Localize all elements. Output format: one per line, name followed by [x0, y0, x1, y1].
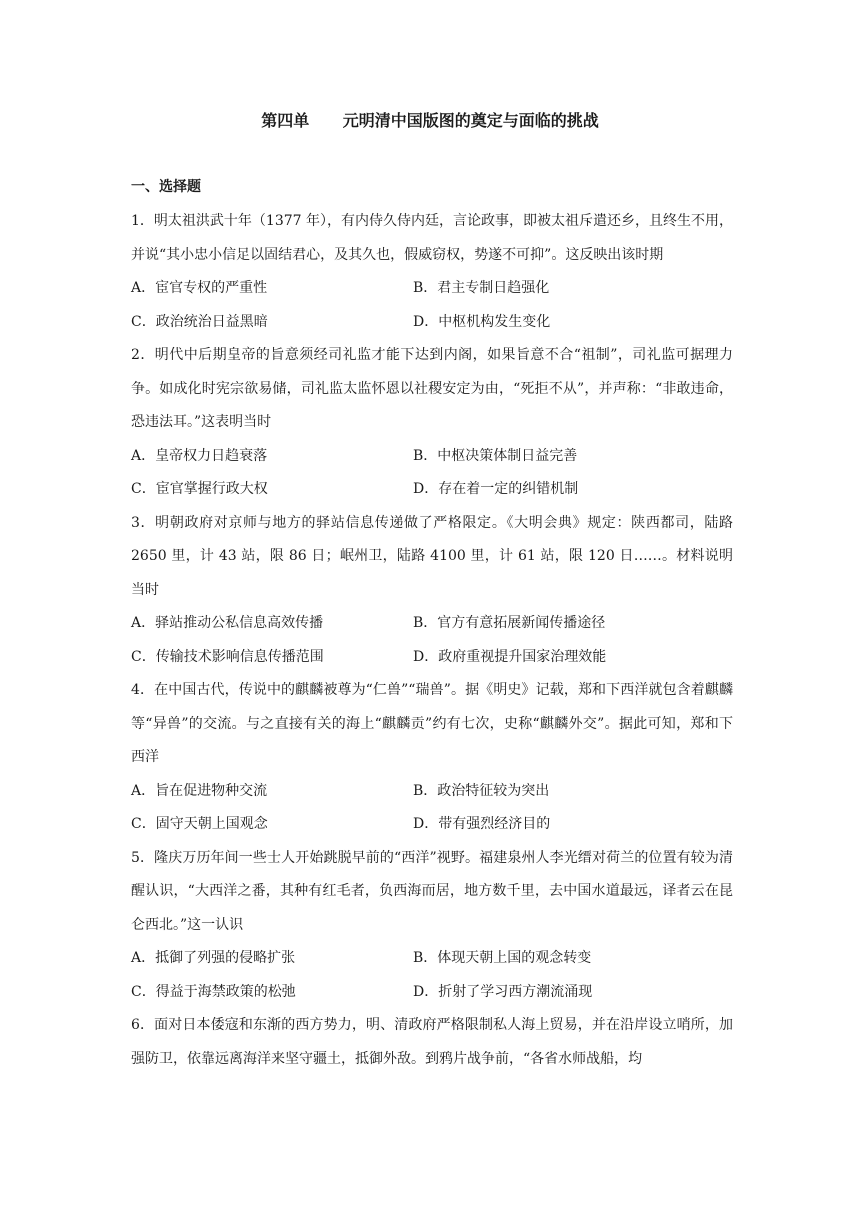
option-d: D．带有强烈经济目的 — [413, 816, 551, 832]
option-b: B．体现天朝上国的观念转变 — [413, 950, 592, 966]
option-d: D．折射了学习西方潮流涌现 — [413, 983, 593, 1000]
option-d: D．存在着一定的纠错机制 — [413, 481, 579, 497]
option-a: A．旨在促进物种交流 — [131, 782, 268, 799]
question-list — [131, 205, 733, 1076]
question-stem: 1．明太祖洪武十年（1377 年），有内侍久侍内廷，言论政事，即被太祖斥遣还乡，且终生不用，并说“其小忠小信足以固结君心，及其久也，假威窃权，势遂不可抑”。这反映出该时期 — [131, 213, 733, 263]
question-1 — [131, 205, 733, 339]
question-6 — [131, 1009, 733, 1076]
option-c: C．传输技术影响信息传播范围 — [131, 648, 324, 665]
question-3 — [131, 507, 733, 675]
option-c: C．政治统治日益黑暗 — [131, 313, 268, 330]
question-4 — [131, 674, 733, 842]
option-list — [131, 607, 733, 674]
option-c: C．得益于海禁政策的松弛 — [131, 983, 296, 1000]
page-title: 第四单 元明清中国版图的奠定与面临的挑战 — [261, 111, 599, 130]
option-b: B．君主专制日趋强化 — [413, 280, 550, 296]
option-a: A．抵御了列强的侵略扩张 — [131, 950, 296, 966]
option-list — [131, 272, 733, 339]
option-b: B．官方有意拓展新闻传播途径 — [413, 615, 606, 631]
question-5 — [131, 842, 733, 1010]
option-d: D．中枢机构发生变化 — [413, 313, 551, 330]
option-d: D．政府重视提升国家治理效能 — [413, 648, 607, 665]
option-c: C．固守天朝上国观念 — [131, 816, 268, 832]
option-a: A．驿站推动公私信息高效传播 — [131, 615, 324, 631]
option-list — [131, 775, 733, 842]
option-a: A．皇帝权力日趋衰落 — [131, 447, 268, 464]
option-a: A．宦官专权的严重性 — [131, 280, 268, 296]
option-b: B．政治特征较为突出 — [413, 782, 550, 799]
section-heading: 一、选择题 — [131, 179, 201, 195]
question-stem: 5．隆庆万历年间一些士人开始跳脱早前的“西洋”视野。福建泉州人李光缙对荷兰的位置有较为清醒认识，“大西洋之番，其种有红毛者，负西海而居，地方数千里，去中国水道最远，译者云在昆仑西北。”这一认识 — [131, 849, 733, 933]
question-stem: 6．面对日本倭寇和东渐的西方势力，明、清政府严格限制私人海上贸易，并在沿岸设立哨所，加强防卫，依靠远离海洋来坚守疆土，抵御外敌。到鸦片战争前，“各省水师战船，均 — [131, 1017, 733, 1067]
option-list — [131, 440, 733, 507]
question-stem: 2．明代中后期皇帝的旨意须经司礼监才能下达到内阁，如果旨意不合“祖制”，司礼监可据理力争。如成化时宪宗欲易储，司礼监太监怀恩以社稷安定为由，“死拒不从”，并声称：“非敢违命，恐违法耳。”这表明当时 — [131, 347, 733, 430]
option-b: B．中枢决策体制日益完善 — [413, 447, 578, 464]
question-stem: 4．在中国古代，传说中的麒麟被尊为“仁兽”“瑞兽”。据《明史》记载，郑和下西洋就包含着麒麟等“异兽”的交流。与之直接有关的海上“麒麟贡”约有七次，史称“麒麟外交”。据此可知，郑和下西洋 — [131, 682, 733, 765]
option-list — [131, 942, 733, 1009]
question-2 — [131, 339, 733, 507]
option-c: C．宦官掌握行政大权 — [131, 481, 268, 497]
question-stem: 3．明朝政府对京师与地方的驿站信息传递做了严格限定。《大明会典》规定：陕西都司，陆路 2650 里，计 43 站，限 86 日；岷州卫，陆路 4100 里，计 61 站，限 120 日……。材料说明当时 — [131, 514, 733, 598]
